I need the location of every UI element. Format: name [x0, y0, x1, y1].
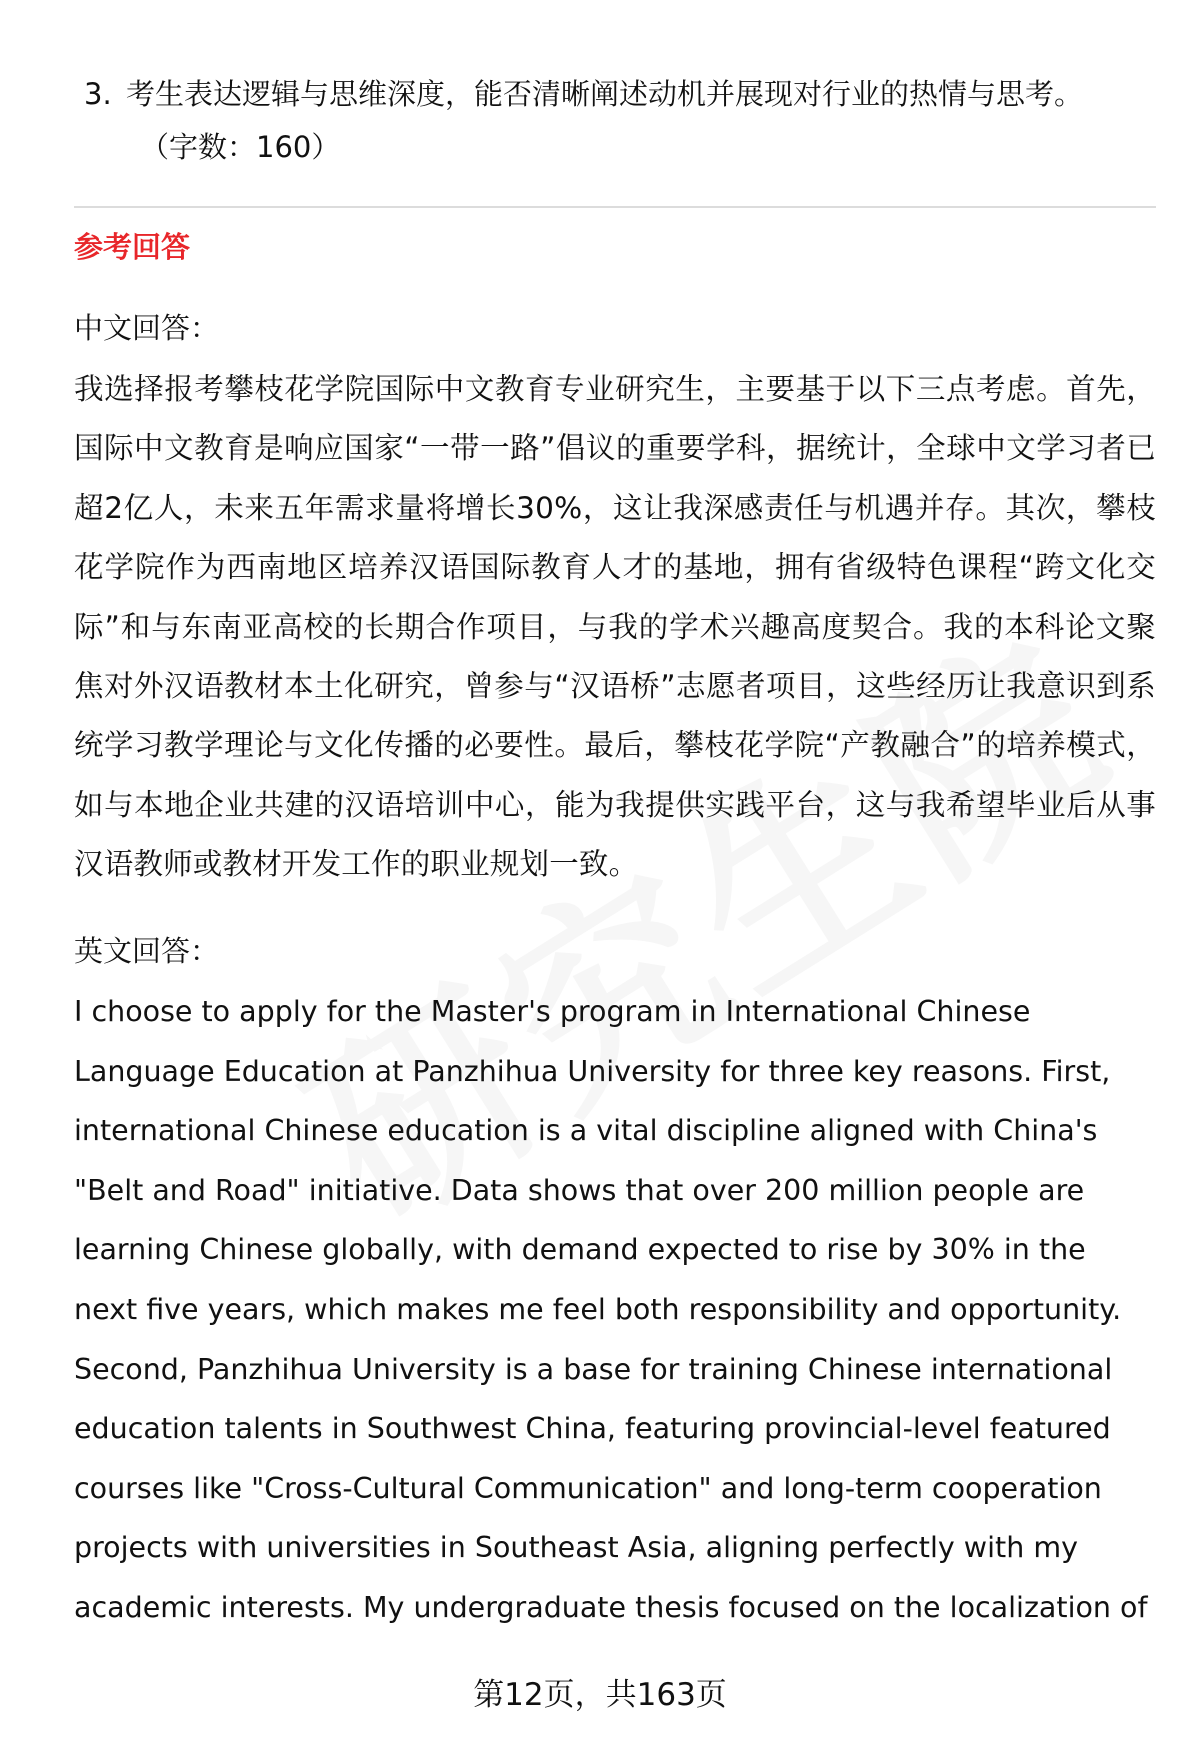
english-answer-text: I choose to apply for the Master's program in International Chinese Language Education at Panzhihua University for three key reasons. First, international Chinese education is a vital discipline aligned with China's "Belt and Road" initiative. Data shows that over 200 million people are learning Chinese globally, with demand expected to rise by 30% in the next five years, which makes me feel both responsibility and opportunity. Second, Panzhihua University is a base for training Chinese international education talents in Southwest China, featuring provincial-level featured courses like "Cross-Cultural Communication" and long-term cooperation projects with universities in Southeast Asia, aligning perfectly with my academic interests. My undergraduate thesis focused on the localization of [74, 995, 1148, 1624]
criteria-number: 3. [84, 77, 112, 111]
english-answer-label: 英文回答： [74, 934, 220, 968]
divider [74, 206, 1156, 208]
page-footer: 第12页，共163页 [473, 1677, 727, 1713]
chinese-answer-text: 我选择报考攀枝花学院国际中文教育专业研究生，主要基于以下三点考虑。首先，国际中文教育是响应国家“一带一路”倡议的重要学科，据统计，全球中文学习者已超2亿人，未来五年需求量将增长30%，这让我深感责任与机遇并存。其次，攀枝花学院作为西南地区培养汉语国际教育人才的基地，拥有省级特色课程“跨文化交际”和与东南亚高校的长期合作项目，与我的学术兴趣高度契合。我的本科论文聚焦对外汉语教材本土化研究，曾参与“汉语桥”志愿者项目，这些经历让我意识到系统学习教学理论与文化传播的必要性。最后，攀枝花学院“产教融合”的培养模式，如与本地企业共建的汉语培训中心，能为我提供实践平台，这与我希望毕业后从事汉语教师或教材开发工作的职业规划一致。 [74, 372, 1156, 882]
criteria-text: 考生表达逻辑与思维深度，能否清晰阐述动机并展现对行业的热情与思考。 [126, 77, 1084, 111]
reference-answer-heading: 参考回答 [74, 230, 191, 264]
chinese-answer-label: 中文回答： [74, 311, 220, 345]
word-count: （字数：160） [140, 130, 341, 164]
criteria-item [84, 66, 1144, 122]
